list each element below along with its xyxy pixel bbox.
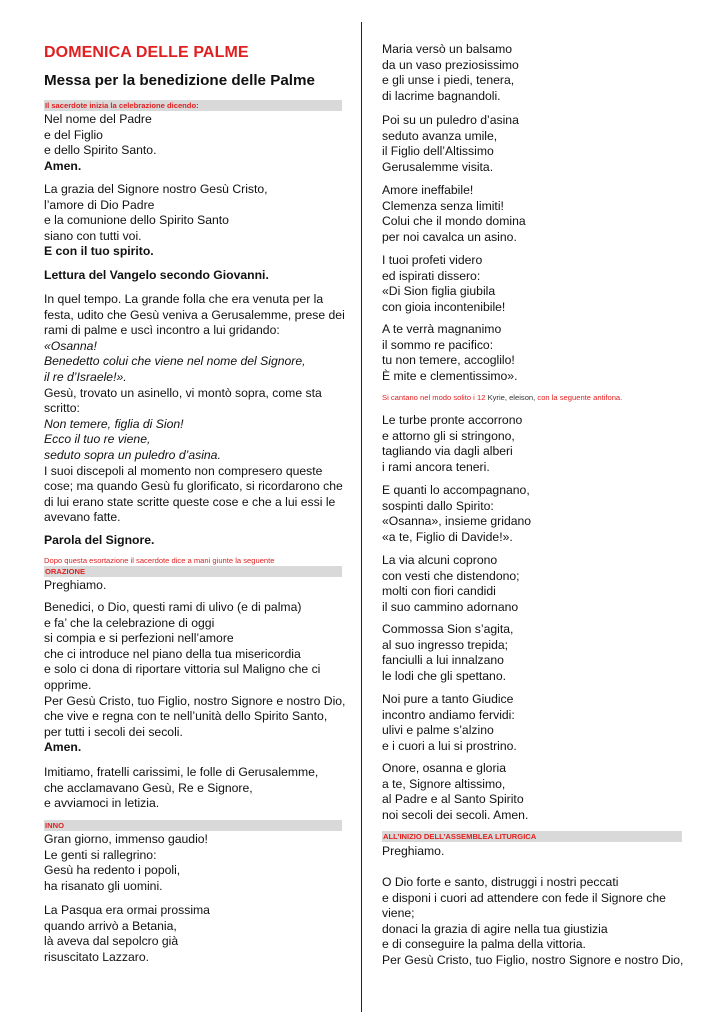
hymn-line: là aveva dal sepolcro già: [44, 934, 179, 949]
greeting-line: e dello Spirito Santo.: [44, 143, 157, 158]
hymn-line: seduto avanza umile,: [382, 128, 498, 143]
hymn-stanza: [382, 183, 526, 245]
antiphon-stanza: [382, 622, 513, 684]
antiphon-line: ulivi e palme s’alzino: [382, 723, 494, 738]
gospel-italic-line: Ecco il tuo re viene,: [44, 432, 151, 447]
gospel-italic-line: Benedetto colui che viene nel nome del Signore,: [44, 354, 306, 369]
prayer-line: opprime.: [44, 677, 92, 692]
hymn-line: Gran giorno, immenso gaudio!: [44, 832, 208, 846]
amen-response: Amen.: [44, 740, 82, 755]
final-prayer-line: donaci la grazia di agire nella tua giustizia: [382, 921, 608, 936]
hymn-line: Gesù ha redento i popoli,: [44, 863, 181, 878]
hymn-line: ed ispirati dissero:: [382, 268, 481, 283]
rubric-kyrie: [382, 393, 622, 402]
hymn-line: Gerusalemme visita.: [382, 159, 494, 174]
hymn-stanza: [44, 903, 210, 965]
prayer-line: e solo ci dona di riportare vittoria sul Maligno che ci: [44, 662, 321, 677]
hymn-line: «Di Sion figlia giubila: [382, 284, 496, 299]
grace-response: E con il tuo spirito.: [44, 244, 154, 259]
page-subtitle: Messa per la benedizione delle Palme: [44, 72, 315, 89]
hymn-stanza: [382, 113, 519, 175]
gospel-italic-line: Non temere, figlia di Sion!: [44, 416, 184, 431]
gospel-line: In quel tempo. La grande folla che era venuta per la: [44, 292, 324, 306]
orazione-heading: ORAZIONE: [45, 567, 86, 576]
hymn-line: con gioia incontenibile!: [382, 299, 506, 314]
column-divider: [361, 22, 362, 1012]
antiphon-line: Onore, osanna e gloria: [382, 761, 506, 775]
gospel-line: di lui erano state scritte queste cose e che a lui essi le: [44, 494, 336, 509]
final-prayer-line: O Dio forte e santo, distruggi i nostri peccati: [382, 875, 619, 889]
hymn-line: La Pasqua era ormai prossima: [44, 903, 210, 917]
antiphon-stanza: [382, 483, 531, 545]
hymn-line: risuscitato Lazzaro.: [44, 949, 149, 964]
antiphon-line: e i cuori a lui si prostrino.: [382, 738, 517, 753]
hymn-line: Clemenza senza limiti!: [382, 198, 504, 213]
amen-response: Amen.: [44, 158, 82, 173]
preghiamo: Preghiamo.: [382, 844, 445, 858]
hymn-line: il sommo re pacifico:: [382, 337, 494, 352]
hymn-line: tu non temere, accoglilo!: [382, 353, 515, 368]
rubric-exhortation: Dopo questa esortazione il sacerdote dice a mani giunte la seguente: [44, 556, 275, 565]
hymn-line: e gli unse i piedi, tenera,: [382, 73, 515, 88]
greeting-line: Nel nome del Padre: [44, 112, 152, 126]
antiphon-line: tagliando via dagli alberi: [382, 444, 513, 459]
antiphon-line: le lodi che gli spettano.: [382, 668, 506, 683]
final-prayer-line: Per Gesù Cristo, tuo Figlio, nostro Signore e nostro Dio,: [382, 952, 684, 967]
prayer-line: per tutti i secoli dei secoli.: [44, 724, 183, 739]
antiphon-line: fanciulli a lui innalzano: [382, 653, 504, 668]
antiphon-line: La via alcuni coprono: [382, 553, 498, 567]
hymn-line: di lacrime bagnandoli.: [382, 88, 501, 103]
gospel-italic-line: il re d’Israele!».: [44, 369, 127, 384]
prayer-line: che vive e regna con te nell’unità dello Spirito Santo,: [44, 709, 328, 724]
prayer-line: Per Gesù Cristo, tuo Figlio, nostro Signore e nostro Dio,: [44, 693, 346, 708]
antiphon-line: E quanti lo accompagnano,: [382, 483, 530, 497]
antiphon-line: il suo cammino adornano: [382, 599, 519, 614]
antiphon-line: e attorno gli si stringono,: [382, 428, 515, 443]
assembly-band: [382, 831, 682, 842]
rubric-kyrie-part: Si cantano nel modo solito i 12: [382, 393, 486, 402]
imitate-line: Imitiamo, fratelli carissimi, le folle di Gerusalemme,: [44, 765, 319, 779]
hymn-line: Maria versò un balsamo: [382, 42, 513, 56]
gospel-italic-line: «Osanna!: [44, 338, 97, 353]
prayer-line: Benedici, o Dio, questi rami di ulivo (e di palma): [44, 600, 302, 614]
antiphon-line: incontro andiamo fervidi:: [382, 707, 515, 722]
hymn-stanza: [44, 832, 208, 894]
antiphon-stanza: [382, 413, 522, 475]
imitate-block: [44, 765, 318, 812]
final-prayer-line: e disponi i cuori ad attendere con fede il Signore che: [382, 890, 666, 905]
orazione-band: [44, 566, 342, 577]
page-title: DOMENICA DELLE PALME: [44, 44, 249, 61]
antiphon-stanza: [382, 692, 517, 754]
inno-heading: INNO: [45, 821, 64, 830]
antiphon-line: noi secoli dei secoli. Amen.: [382, 807, 529, 822]
antiphon-stanza: [382, 761, 528, 823]
inno-band: [44, 820, 342, 831]
antiphon-line: Le turbe pronte accorrono: [382, 413, 523, 427]
rubric-intro: Il sacerdote inizia la celebrazione dicendo:: [45, 101, 199, 110]
gospel-line: Gesù, trovato un asinello, vi montò sopra, come sta: [44, 385, 322, 400]
grace-line: l’amore di Dio Padre: [44, 197, 155, 212]
greeting-block: [44, 112, 156, 174]
hymn-line: I tuoi profeti videro: [382, 253, 483, 267]
rubric-kyrie-part: con la seguente antifona.: [537, 393, 623, 402]
antiphon-line: sospinti dallo Spirito:: [382, 498, 494, 513]
rubric-kyrie-part: Kyrie, eleison,: [487, 393, 536, 402]
antiphon-line: molti con fiori candidi: [382, 584, 496, 599]
imitate-line: e avviamoci in letizia.: [44, 796, 160, 811]
antiphon-line: «Osanna», insieme gridano: [382, 514, 532, 529]
preghiamo: Preghiamo.: [44, 578, 107, 592]
gospel-line: I suoi discepoli al momento non compresero queste: [44, 463, 323, 478]
word-of-lord: Parola del Signore.: [44, 533, 155, 547]
antiphon-line: Noi pure a tanto Giudice: [382, 692, 514, 706]
grace-line: e la comunione dello Spirito Santo: [44, 213, 229, 228]
blessing-prayer: [44, 600, 345, 756]
gospel-italic-line: seduto sopra un puledro d’asina.: [44, 447, 221, 462]
antiphon-line: Commossa Sion s’agita,: [382, 622, 514, 636]
antiphon-stanza: [382, 553, 520, 615]
antiphon-line: a te, Signore altissimo,: [382, 776, 506, 791]
antiphon-line: con vesti che distendono;: [382, 568, 520, 583]
gospel-line: festa, udito che Gesù veniva a Gerusalemme, prese dei: [44, 307, 345, 322]
grace-block: [44, 182, 268, 260]
gospel-line: rami di palme e uscì incontro a lui gridando:: [44, 323, 280, 338]
hymn-line: È mite e clementissimo».: [382, 368, 518, 383]
prayer-line: che ci introduce nel piano della tua misericordia: [44, 646, 301, 661]
prayer-line: e fa’ che la celebrazione di oggi: [44, 615, 215, 630]
hymn-line: ha risanato gli uomini.: [44, 878, 163, 893]
final-prayer-line: viene;: [382, 906, 415, 921]
assembly-heading: ALL’INIZIO DELL’ASSEMBLEA LITURGICA: [383, 832, 537, 841]
hymn-stanza: [382, 253, 505, 315]
rubric-intro-band: [44, 100, 342, 111]
hymn-line: Amore ineffabile!: [382, 183, 474, 197]
hymn-line: Poi su un puledro d’asina: [382, 113, 519, 127]
antiphon-line: i rami ancora teneri.: [382, 459, 490, 474]
final-prayer-line: e di conseguire la palma della vittoria.: [382, 937, 586, 952]
hymn-stanza: [382, 42, 519, 104]
final-prayer: [382, 875, 683, 969]
hymn-line: per noi cavalca un asino.: [382, 229, 517, 244]
imitate-line: che acclamavano Gesù, Re e Signore,: [44, 780, 253, 795]
hymn-line: Le genti si rallegrino:: [44, 847, 157, 862]
antiphon-line: al suo ingresso trepida;: [382, 637, 509, 652]
gospel-line: scritto:: [44, 401, 80, 416]
greeting-line: e del Figlio: [44, 127, 103, 142]
gospel-line: cose; ma quando Gesù fu glorificato, si ricordarono che: [44, 479, 343, 494]
hymn-line: A te verrà magnanimo: [382, 322, 502, 336]
hymn-line: da un vaso preziosissimo: [382, 57, 519, 72]
prayer-line: si compia e si perfezioni nell’amore: [44, 631, 234, 646]
antiphon-line: al Padre e al Santo Spirito: [382, 792, 524, 807]
hymn-line: il Figlio dell’Altissimo: [382, 144, 494, 159]
hymn-stanza: [382, 322, 517, 384]
reading-title: Lettura del Vangelo secondo Giovanni.: [44, 268, 269, 282]
grace-line: La grazia del Signore nostro Gesù Cristo,: [44, 182, 268, 196]
hymn-line: quando arrivò a Betania,: [44, 918, 177, 933]
hymn-line: Colui che il mondo domina: [382, 214, 526, 229]
gospel-line: avevano fatte.: [44, 510, 121, 525]
gospel-block: [44, 292, 345, 526]
antiphon-line: «a te, Figlio di Davide!».: [382, 529, 513, 544]
grace-line: siano con tutti voi.: [44, 228, 142, 243]
